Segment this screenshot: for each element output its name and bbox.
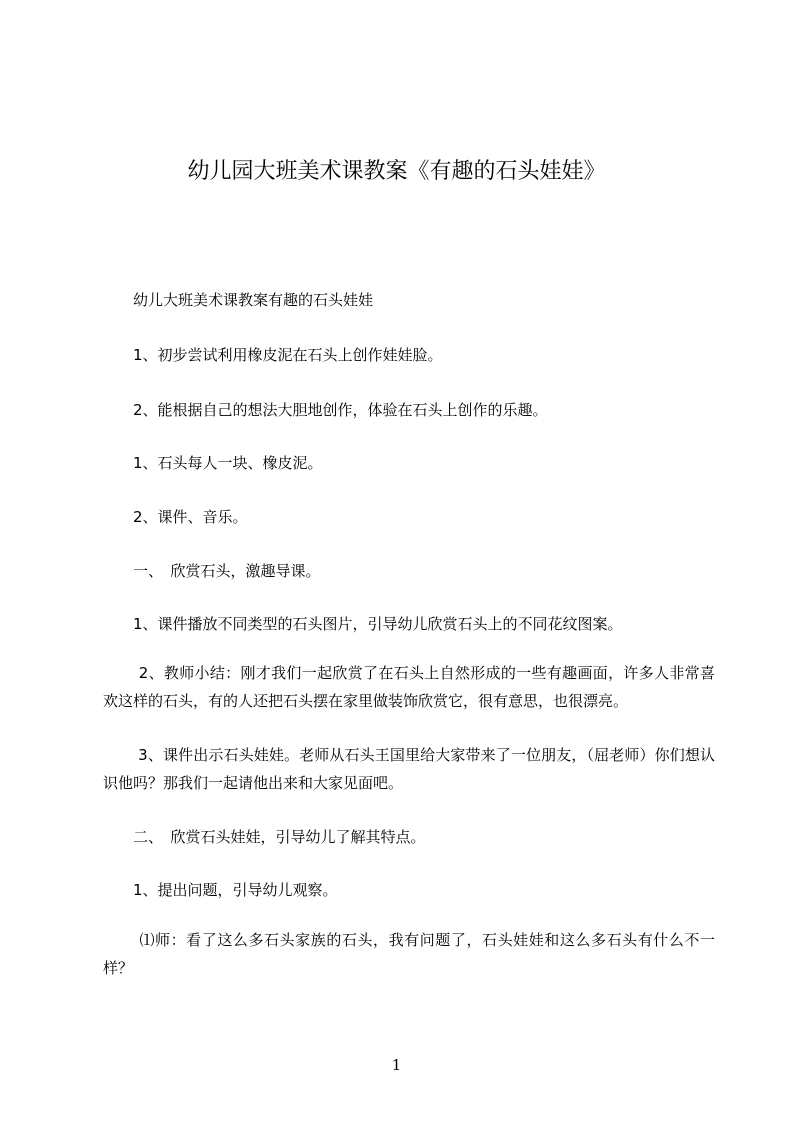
paragraph-step-1-1: 1、课件播放不同类型的石头图片，引导幼儿欣赏石头上的不同花纹图案。 xyxy=(103,615,623,633)
paragraph-step-1-3: 3、课件出示石头娃娃。老师从石头王国里给大家带来了一位朋友，（屈老师）你们想认识他吗？那我们一起请他出来和大家见面吧。 xyxy=(103,746,715,792)
paragraph-section-2: 二、 欣赏石头娃娃，引导幼儿了解其特点。 xyxy=(103,828,426,846)
paragraph-section-1: 一、 欣赏石头，激趣导课。 xyxy=(103,562,321,580)
document-title: 幼儿园大班美术课教案《有趣的石头娃娃》 xyxy=(187,158,606,184)
page-number: 1 xyxy=(391,1056,402,1074)
paragraph-goal-1: 1、初步尝试利用橡皮泥在石头上创作娃娃脸。 xyxy=(103,346,443,364)
paragraph-goal-2: 2、能根据自己的想法大胆地创作，体验在石头上创作的乐趣。 xyxy=(103,401,548,419)
paragraph-subtitle: 幼儿大班美术课教案有趣的石头娃娃 xyxy=(103,291,374,309)
paragraph-step-2-1: 1、提出问题，引导幼儿观察。 xyxy=(103,881,338,899)
paragraph-question-1: ⑴师：看了这么多石头家族的石头，我有问题了，石头娃娃和这么多石头有什么不一样？ xyxy=(103,931,715,977)
paragraph-material-1: 1、石头每人一块、橡皮泥。 xyxy=(103,454,323,472)
paragraph-step-1-2: 2、教师小结：刚才我们一起欣赏了在石头上自然形成的一些有趣画面，许多人非常喜欢这样的石头，有的人还把石头摆在家里做装饰欣赏它，很有意思，也很漂亮。 xyxy=(103,664,715,710)
paragraph-material-2: 2、课件、音乐。 xyxy=(103,508,248,526)
